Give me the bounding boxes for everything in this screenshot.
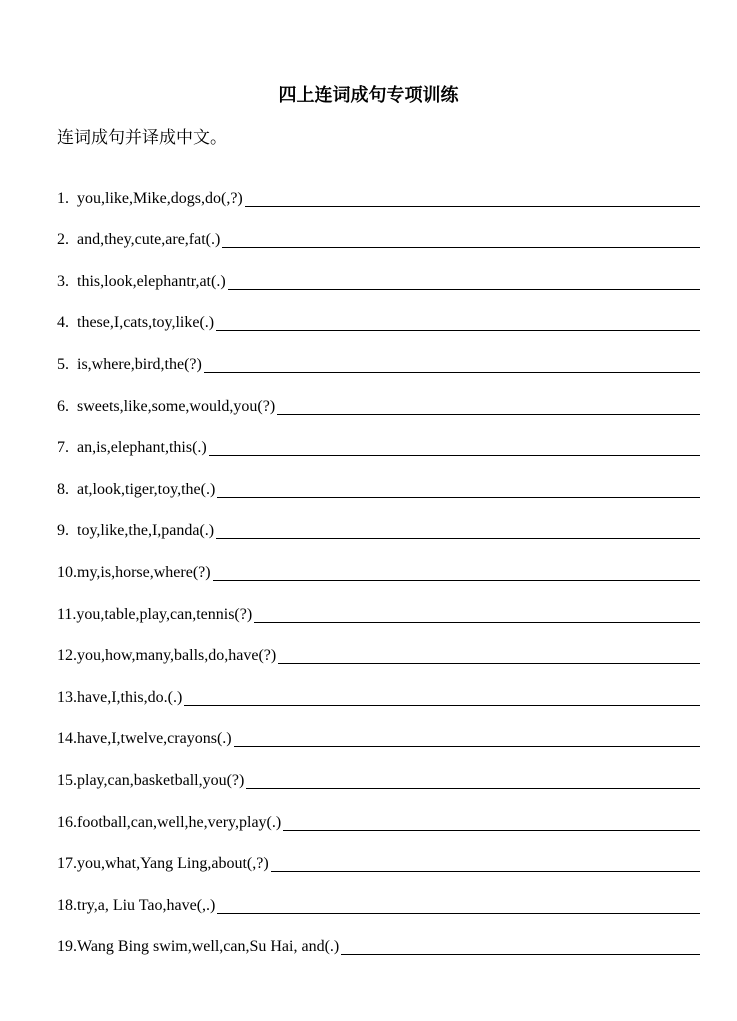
item-number: 18. [57,896,77,914]
exercise-item [57,334,700,376]
item-words: Wang Bing swim,well,can,Su Hai, and(.) [77,938,340,956]
answer-line[interactable] [283,816,700,831]
page-title: 四上连词成句专项训练 [278,85,459,106]
item-number: 16. [57,813,77,831]
item-words: and,they,cute,are,fat(.) [77,231,221,249]
exercise-item [57,293,700,335]
item-number: 7. [57,439,77,457]
item-number: 15. [57,771,77,789]
item-number: 1. [57,189,77,207]
exercise-item [57,376,700,418]
answer-line[interactable] [341,940,700,955]
item-words: toy,like,the,I,panda(.) [77,522,215,540]
answer-line[interactable] [246,774,700,789]
item-number: 17. [57,855,77,873]
item-words: this,look,elephantr,at(.) [77,272,226,290]
item-number: 8. [57,480,77,498]
item-words: play,can,basketball,you(?) [77,771,245,789]
answer-line[interactable] [234,732,700,747]
answer-line[interactable] [228,275,700,290]
answer-line[interactable] [245,192,700,207]
exercise-item [57,584,700,626]
answer-line[interactable] [217,483,700,498]
exercise-item [57,709,700,751]
item-words: sweets,like,some,would,you(?) [77,397,276,415]
item-words: is,where,bird,the(?) [77,355,202,373]
item-words: have,I,twelve,crayons(.) [77,730,232,748]
item-number: 13. [57,688,77,706]
item-number: 9. [57,522,77,540]
exercise-item [57,667,700,709]
exercise-item [57,210,700,252]
item-words: have,I,this,do.(.) [77,688,183,706]
answer-line[interactable] [254,608,700,623]
item-words: my,is,horse,where(?) [77,563,211,581]
exercise-item [57,418,700,460]
answer-line[interactable] [213,566,700,581]
item-words: you,what,Yang Ling,about(,?) [77,855,269,873]
exercise-item [57,834,700,876]
answer-line[interactable] [278,649,700,664]
exercise-item [57,501,700,543]
item-words: at,look,tiger,toy,the(.) [77,480,216,498]
answer-line[interactable] [184,691,700,706]
exercise-item [57,251,700,293]
answer-line[interactable] [216,524,700,539]
item-words: you,table,play,can,tennis(?) [76,605,253,623]
item-number: 5. [57,355,77,373]
exercise-list [57,168,700,958]
exercise-item [57,875,700,917]
exercise-item [57,792,700,834]
item-words: try,a, Liu Tao,have(,.) [77,896,216,914]
answer-line[interactable] [277,400,700,415]
exercise-item [57,626,700,668]
answer-line[interactable] [271,857,700,872]
item-number: 3. [57,272,77,290]
item-number: 11. [57,605,77,623]
exercise-item [57,542,700,584]
answer-line[interactable] [222,233,700,248]
item-number: 6. [57,397,77,415]
exercise-item [57,168,700,210]
item-number: 14. [57,730,77,748]
exercise-item [57,750,700,792]
answer-line[interactable] [209,441,700,456]
exercise-item [57,917,700,959]
answer-line[interactable] [216,316,700,331]
item-words: you,like,Mike,dogs,do(,?) [77,189,243,207]
answer-line[interactable] [204,358,700,373]
item-words: football,can,well,he,very,play(.) [77,813,282,831]
item-number: 4. [57,314,77,332]
answer-line[interactable] [217,899,700,914]
item-words: an,is,elephant,this(.) [77,439,207,457]
item-number: 12. [57,647,77,665]
item-words: these,I,cats,toy,like(.) [77,314,215,332]
item-number: 19. [57,938,77,956]
item-number: 2. [57,231,77,249]
item-number: 10. [57,563,77,581]
exercise-item [57,459,700,501]
instruction-text: 连词成句并译成中文。 [57,128,227,148]
item-words: you,how,many,balls,do,have(?) [77,647,277,665]
